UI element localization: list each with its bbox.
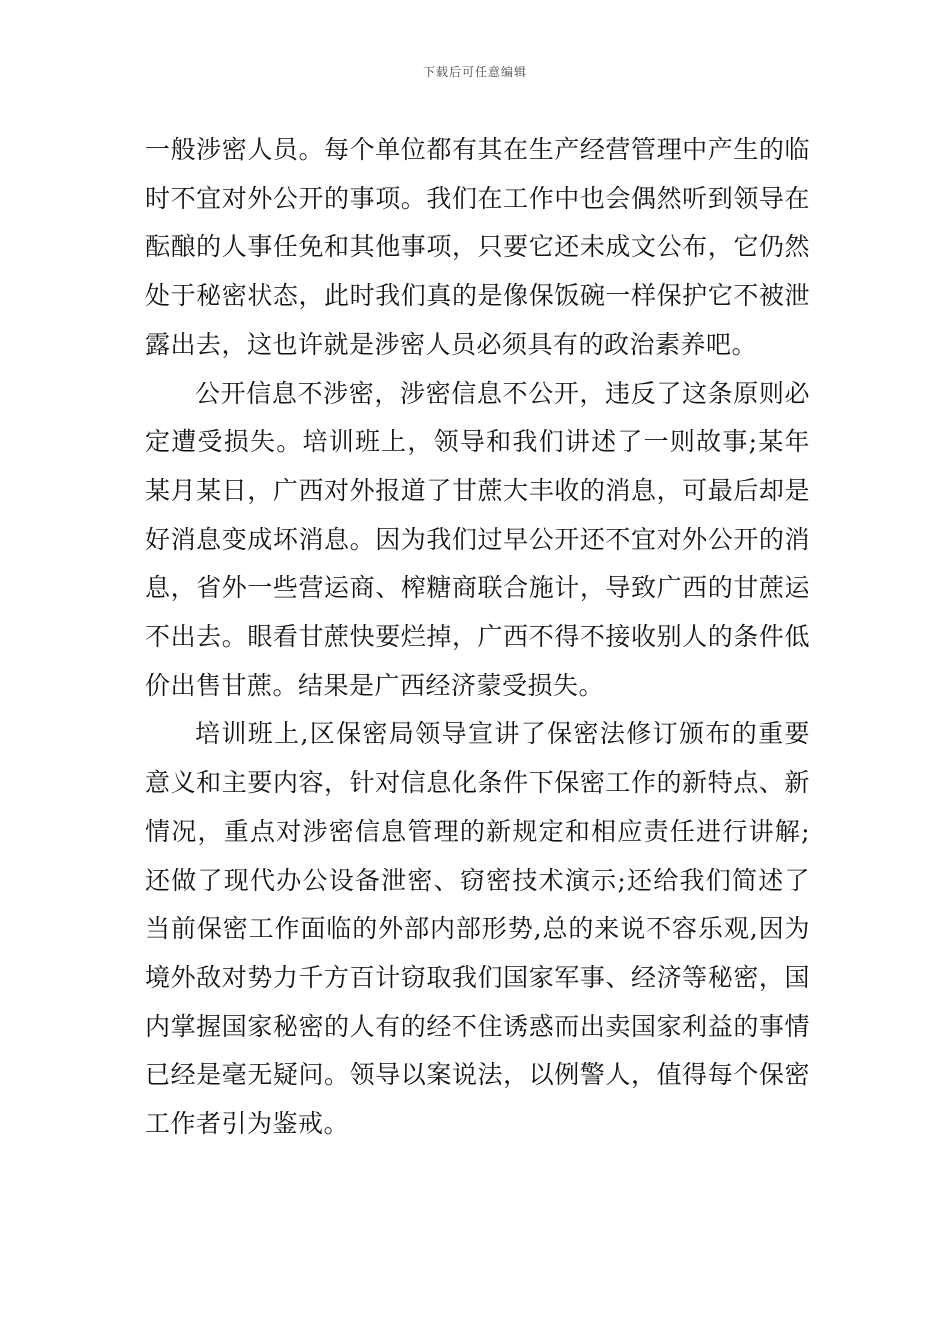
document-body [145,126,810,1149]
paragraph-1: 一般涉密人员。每个单位都有其在生产经营管理中产生的临时不宜对外公开的事项。我们在工作中也会偶然听到领导在酝酿的人事任免和其他事项，只要它还未成文公布，它仍然处于秘密状态，此时我们真的是像保饭碗一样保护它不被泄露出去，这也许就是涉密人员必须具有的政治素养吧。 [145,135,810,359]
page-header: 下载后可任意编辑 [422,65,527,79]
paragraph-3: 培训班上,区保密局领导宣讲了保密法修订颁布的重要意义和主要内容，针对信息化条件下保密工作的新特点、新情况，重点对涉密信息管理的新规定和相应责任进行讲解;还做了现代办公设备泄密、窃密技术演示;还给我们简述了当前保密工作面临的外部内部形势,总的来说不容乐观,因为境外敌对势力千方百计窃取我们国家军事、经济等秘密，国内掌握国家秘密的人有的经不住诱惑而出卖国家利益的事情已经是毫无疑问。领导以案说法，以例警人，值得每个保密工作者引为鉴戒。 [145,719,810,1139]
paragraph-2: 公开信息不涉密，涉密信息不公开，违反了这条原则必定遭受损失。培训班上，领导和我们讲述了一则故事;某年某月某日，广西对外报道了甘蔗大丰收的消息，可最后却是好消息变成坏消息。因为我们过早公开还不宜对外公开的消息，省外一些营运商、榨糖商联合施计，导致广西的甘蔗运不出去。眼看甘蔗快要烂掉，广西不得不接收别人的条件低价出售甘蔗。结果是广西经济蒙受损失。 [145,378,810,700]
